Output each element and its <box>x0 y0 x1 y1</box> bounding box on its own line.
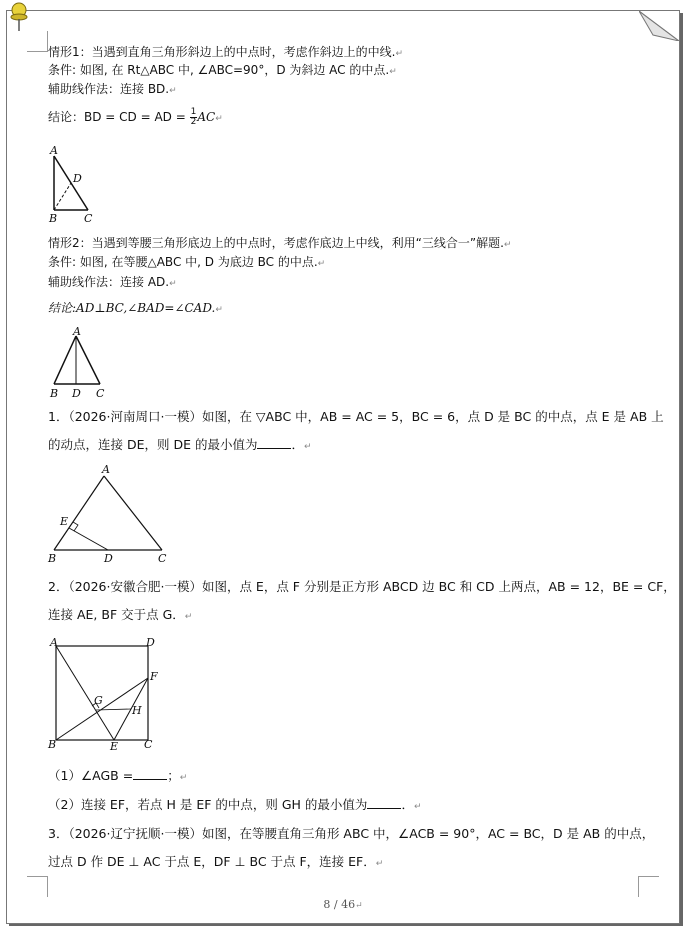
svg-text:C: C <box>84 212 93 224</box>
case1-condition: 条件: 如图, 在 Rt△ABC 中, ∠ABC=90°，D 为斜边 AC 的中点.↵ <box>48 63 397 77</box>
case2-title: 情形2：当遇到等腰三角形底边上的中点时，考虑作底边上中线，利用“三线合一”解题.↵ <box>48 236 512 250</box>
margin-corner-bottom-left <box>27 876 48 897</box>
figure-q2-square <box>44 634 164 754</box>
svg-text:F: F <box>150 670 158 683</box>
figure-isosceles-triangle <box>44 326 116 402</box>
svg-text:D: D <box>73 172 82 185</box>
q1-line2: 的动点，连接 DE，则 DE 的最小值为 ．↵ <box>48 437 312 452</box>
q2-sub2: （2）连接 EF，若点 H 是 EF 的中点，则 GH 的最小值为 ．↵ <box>48 797 422 812</box>
case1-conclusion: 结论：BD = CD = AD = $\frac{1}{2}$ AC↵ <box>48 107 223 127</box>
svg-text:B: B <box>49 212 58 224</box>
case2-condition: 条件: 如图, 在等腰△ABC 中, D 为底边 BC 的中点.↵ <box>48 255 326 269</box>
svg-text:B: B <box>48 552 57 565</box>
svg-text:H: H <box>132 704 142 717</box>
margin-corner-bottom-right <box>638 876 659 897</box>
q2-line2: 连接 AE, BF 交于点 G．↵ <box>48 607 193 622</box>
page-number: 8 / 46↵ <box>323 898 363 911</box>
svg-text:B: B <box>50 387 59 400</box>
svg-text:E: E <box>60 515 69 528</box>
svg-text:C: C <box>96 387 105 400</box>
svg-text:B: B <box>48 738 57 751</box>
case2-conclusion: 结论:AD⊥BC,∠BAD=∠CAD.↵ <box>48 301 223 315</box>
q2-sub1: （1）∠AGB = ；↵ <box>48 768 188 783</box>
svg-text:A: A <box>73 326 81 338</box>
svg-text:C: C <box>144 738 153 751</box>
case1-title: 情形1：当遇到直角三角形斜边上的中点时，考虑作斜边上的中线.↵ <box>48 45 403 59</box>
margin-corner-top-left <box>27 31 48 52</box>
figure-q1-triangle <box>44 462 178 568</box>
q2-line1: 2．（2026·安徽合肥·一模）如图，点 E，点 F 分别是正方形 ABCD 边 BC 和 CD 上两点，AB = 12，BE = CF， <box>48 579 676 594</box>
case2-aux-method: 辅助线作法：连接 AD.↵ <box>48 275 177 289</box>
q1-line1: 1．（2026·河南周口·一模）如图，在 ▽ABC 中，AB = AC = 5，BC = 6，点 D 是 BC 的中点，点 E 是 AB 上 <box>48 409 664 424</box>
svg-text:A: A <box>102 463 110 476</box>
svg-text:D: D <box>104 552 113 565</box>
q3-line2: 过点 D 作 DE ⊥ AC 于点 E，DF ⊥ BC 于点 F，连接 EF．↵ <box>48 854 384 869</box>
svg-text:D: D <box>146 636 155 649</box>
svg-text:A: A <box>50 144 58 157</box>
svg-text:G: G <box>94 694 103 707</box>
svg-text:A: A <box>50 636 58 649</box>
q2-sub2-answer-blank[interactable] <box>367 798 401 809</box>
page-fold-corner <box>639 11 679 41</box>
q1-answer-blank[interactable] <box>257 438 291 449</box>
svg-text:D: D <box>72 387 81 400</box>
svg-text:E: E <box>110 740 119 753</box>
pushpin-icon[interactable] <box>8 2 30 32</box>
q3-line1: 3．（2026·辽宁抚顺·一模）如图，在等腰直角三角形 ABC 中，∠ACB = 90°，AC = BC，D 是 AB 的中点， <box>48 826 655 841</box>
svg-text:C: C <box>158 552 167 565</box>
figure-right-triangle <box>44 142 114 224</box>
q2-sub1-answer-blank[interactable] <box>133 769 167 780</box>
fraction-one-half: $\frac{1}{2}$ <box>190 107 197 127</box>
case1-aux-method: 辅助线作法：连接 BD.↵ <box>48 82 177 96</box>
